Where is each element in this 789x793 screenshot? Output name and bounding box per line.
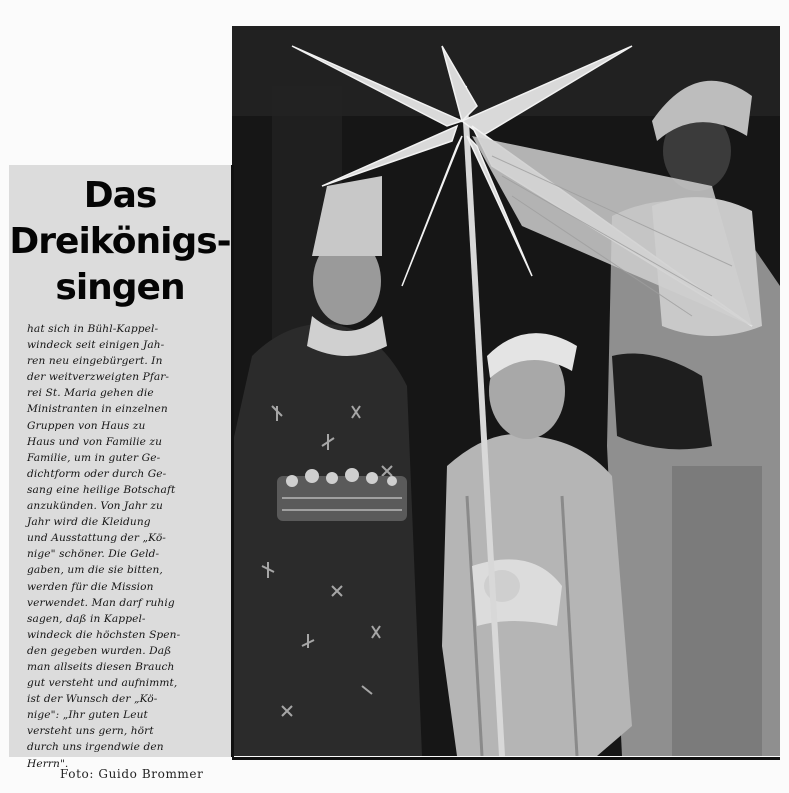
photo-bottom-rule xyxy=(232,757,780,760)
body-line: durch uns irgendwie den xyxy=(27,741,164,754)
body-line: ist der Wunsch der „Kö- xyxy=(27,693,158,706)
body-line: werden für die Mission xyxy=(27,580,154,593)
body-line: rei St. Maria gehen die xyxy=(27,387,154,400)
article-body xyxy=(27,321,227,772)
body-line: und Ausstattung der „Kö- xyxy=(27,532,166,545)
headline-line: singen xyxy=(55,267,185,308)
headline-line: Dreikönigs- xyxy=(9,221,231,262)
body-line: windeck die höchsten Spen- xyxy=(27,628,181,641)
body-line: ren neu eingebürgert. In xyxy=(27,355,163,368)
headline-line: Das xyxy=(83,175,157,216)
body-line: man allseits diesen Brauch xyxy=(27,660,175,673)
body-line: Familie, um in guter Ge- xyxy=(27,451,161,464)
body-line: gut versteht und aufnimmt, xyxy=(27,677,178,690)
photo-illustration xyxy=(232,26,780,756)
body-line: nige": „Ihr guten Leut xyxy=(27,709,148,722)
body-line: Ministranten in einzelnen xyxy=(27,403,168,416)
body-line: hat sich in Bühl-Kappel- xyxy=(27,323,159,335)
body-line: anzukünden. Von Jahr zu xyxy=(27,500,163,513)
body-line: Gruppen von Haus zu xyxy=(27,419,146,432)
article-headline xyxy=(9,173,231,311)
body-line: gaben, um die sie bitten, xyxy=(27,564,163,577)
body-line: versteht uns gern, hört xyxy=(27,725,154,738)
body-line: dichtform oder durch Ge- xyxy=(27,467,167,480)
photo-credit: Foto: Guido Brommer xyxy=(60,767,204,781)
body-line: Herrn". xyxy=(27,757,69,770)
body-line: Haus und von Familie zu xyxy=(27,435,163,448)
body-line: sagen, daß in Kappel- xyxy=(27,612,146,625)
article-box xyxy=(9,165,234,770)
body-line: windeck seit einigen Jah- xyxy=(27,339,165,352)
body-line: Jahr wird die Kleidung xyxy=(27,516,151,529)
body-line: nige" schöner. Die Geld- xyxy=(27,548,160,561)
body-line: verwendet. Man darf ruhig xyxy=(27,596,175,609)
body-line: der weitverzweigten Pfar- xyxy=(27,371,170,384)
photo-three-kings-singers xyxy=(232,26,780,756)
body-line: den gegeben wurden. Daß xyxy=(27,644,172,657)
body-line: sang eine heilige Botschaft xyxy=(27,483,176,496)
